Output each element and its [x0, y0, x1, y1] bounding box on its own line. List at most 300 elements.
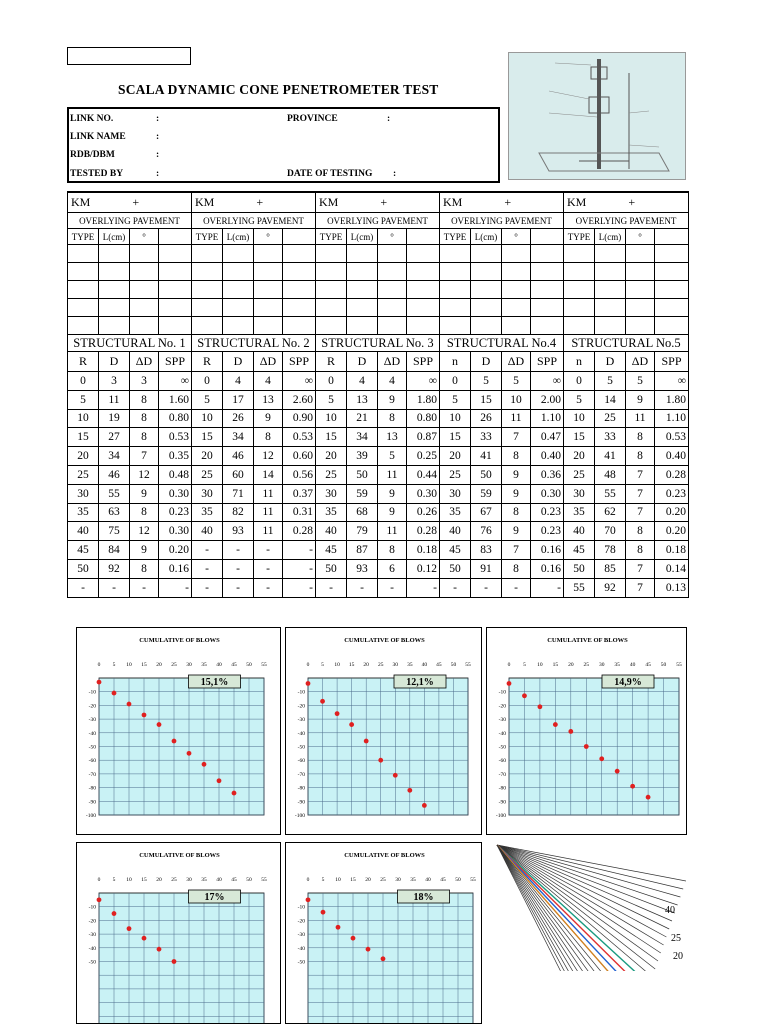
km-label: KM: [443, 195, 463, 209]
empty-cell[interactable]: [68, 263, 99, 281]
data-cell: 40: [316, 522, 347, 541]
empty-cell[interactable]: [502, 281, 531, 299]
data-cell: 15: [564, 428, 595, 447]
empty-cell[interactable]: [378, 299, 407, 317]
empty-cell[interactable]: [626, 299, 655, 317]
x-tick-label: 35: [201, 877, 207, 883]
page-title: SCALA DYNAMIC CONE PENETROMETER TEST: [118, 82, 439, 97]
data-cell: 0.48: [159, 465, 192, 484]
province-label: PROVINCE: [287, 114, 338, 124]
empty-cell[interactable]: [407, 299, 440, 317]
data-cell: ∞: [283, 372, 316, 391]
empty-cell[interactable]: [254, 299, 283, 317]
empty-cell[interactable]: [130, 245, 159, 263]
y-tick-label: -30: [498, 717, 506, 724]
empty-cell[interactable]: [223, 263, 254, 281]
empty-cell[interactable]: [595, 263, 626, 281]
empty-cell[interactable]: [471, 263, 502, 281]
data-cell: 8: [626, 428, 655, 447]
data-point: [202, 762, 207, 767]
data-cell: 25: [68, 465, 99, 484]
data-cell: 34: [347, 428, 378, 447]
data-point: [320, 699, 325, 704]
overlay-label: 25: [671, 933, 681, 944]
data-cell: 8: [502, 559, 531, 578]
data-cell: 40: [564, 522, 595, 541]
data-cell: 4: [378, 372, 407, 391]
empty-cell[interactable]: [316, 317, 347, 335]
empty-cell[interactable]: [283, 263, 316, 281]
data-point: [407, 788, 412, 793]
overlying-pavement-label: OVERLYING PAVEMENT: [316, 213, 440, 229]
data-cell: 5: [316, 390, 347, 409]
x-tick-label: 20: [363, 662, 369, 668]
data-cell: 5: [564, 390, 595, 409]
empty-cell[interactable]: [564, 281, 595, 299]
section-1: [67, 191, 191, 598]
empty-cell[interactable]: [159, 281, 192, 299]
section-2: [191, 191, 315, 598]
empty-cell[interactable]: [595, 317, 626, 335]
data-cell: 14: [254, 465, 283, 484]
correlation-line: [497, 845, 675, 913]
data-cell: 0.80: [159, 409, 192, 428]
rdb-label: RDB/DBM: [70, 150, 115, 160]
empty-cell[interactable]: [192, 263, 223, 281]
empty-cell[interactable]: [378, 263, 407, 281]
x-tick-label: 0: [306, 662, 310, 668]
x-tick-label: 40: [629, 662, 636, 668]
data-cell: 2.60: [283, 390, 316, 409]
type-header: TYPE: [192, 229, 223, 245]
data-cell: 15: [68, 428, 99, 447]
y-tick-label: -20: [297, 703, 305, 710]
empty-cell[interactable]: [347, 317, 378, 335]
data-cell: 71: [223, 484, 254, 503]
x-tick-label: 45: [440, 877, 446, 883]
empty-cell[interactable]: [159, 317, 192, 335]
data-cell: -: [192, 578, 223, 597]
degree-header: °: [626, 229, 655, 245]
data-cell: 0.23: [531, 503, 564, 522]
x-tick-label: 20: [156, 877, 162, 883]
empty-cell[interactable]: [68, 245, 99, 263]
empty-cell[interactable]: [564, 317, 595, 335]
data-cell: 0: [440, 372, 471, 391]
y-tick-label: -30: [88, 717, 96, 724]
empty-cell[interactable]: [531, 281, 564, 299]
empty-cell[interactable]: [316, 263, 347, 281]
empty-cell[interactable]: [254, 245, 283, 263]
colon: :: [156, 150, 160, 160]
data-cell: 41: [595, 447, 626, 466]
empty-cell[interactable]: [130, 263, 159, 281]
empty-cell[interactable]: [471, 317, 502, 335]
column-header: ΔD: [378, 352, 407, 372]
degree-header: °: [254, 229, 283, 245]
info-box: [67, 107, 500, 183]
moisture-label: 12,1%: [406, 677, 434, 688]
data-cell: 5: [378, 447, 407, 466]
empty-cell[interactable]: [440, 263, 471, 281]
empty-cell[interactable]: [130, 281, 159, 299]
data-point: [127, 702, 132, 707]
empty-cell[interactable]: [407, 281, 440, 299]
degree-header: °: [130, 229, 159, 245]
empty-cell[interactable]: [471, 245, 502, 263]
data-cell: 35: [440, 503, 471, 522]
data-cell: 0.56: [283, 465, 316, 484]
data-cell: 40: [68, 522, 99, 541]
data-cell: 48: [595, 465, 626, 484]
km-plus: +: [628, 195, 636, 209]
x-tick-label: 20: [365, 877, 371, 883]
data-cell: 93: [223, 522, 254, 541]
empty-cell[interactable]: [254, 281, 283, 299]
data-cell: 87: [347, 541, 378, 560]
data-cell: 7: [130, 447, 159, 466]
empty-cell[interactable]: [223, 245, 254, 263]
data-cell: 0.23: [531, 522, 564, 541]
correlation-line: [497, 845, 669, 929]
penetration-chart-2: [285, 627, 482, 835]
empty-cell[interactable]: [283, 245, 316, 263]
data-cell: 30: [68, 484, 99, 503]
y-tick-label: -70: [297, 771, 305, 778]
data-cell: 11: [254, 484, 283, 503]
correlation-line: [497, 845, 661, 953]
data-cell: 45: [564, 541, 595, 560]
data-cell: 0.23: [159, 503, 192, 522]
empty-cell[interactable]: [531, 245, 564, 263]
data-point: [646, 795, 651, 800]
data-cell: 85: [595, 559, 626, 578]
type-header: TYPE: [68, 229, 99, 245]
empty-cell[interactable]: [378, 317, 407, 335]
empty-cell[interactable]: [502, 245, 531, 263]
empty-cell[interactable]: [347, 281, 378, 299]
x-tick-label: 55: [261, 662, 267, 668]
empty-cell[interactable]: [471, 281, 502, 299]
km-plus: +: [256, 195, 264, 209]
data-cell: 63: [99, 503, 130, 522]
empty-cell[interactable]: [440, 299, 471, 317]
colon: :: [156, 132, 160, 142]
data-cell: 26: [471, 409, 502, 428]
data-cell: 27: [99, 428, 130, 447]
empty-cell[interactable]: [595, 281, 626, 299]
empty-cell[interactable]: [68, 281, 99, 299]
data-cell: 46: [223, 447, 254, 466]
x-tick-label: 0: [306, 877, 310, 883]
data-cell: -: [192, 541, 223, 560]
empty-cell[interactable]: [655, 245, 689, 263]
x-tick-label: 45: [645, 662, 651, 668]
empty-cell[interactable]: [502, 263, 531, 281]
empty-cell[interactable]: [655, 317, 689, 335]
empty-cell[interactable]: [283, 317, 316, 335]
empty-cell[interactable]: [99, 281, 130, 299]
empty-cell[interactable]: [378, 245, 407, 263]
data-point: [217, 778, 222, 783]
data-cell: 0.36: [531, 465, 564, 484]
empty-cell[interactable]: [655, 281, 689, 299]
empty-cell[interactable]: [378, 281, 407, 299]
empty-cell[interactable]: [223, 281, 254, 299]
data-cell: 11: [378, 522, 407, 541]
data-cell: 40: [192, 522, 223, 541]
x-tick-label: 40: [425, 877, 431, 883]
empty-cell[interactable]: [316, 245, 347, 263]
y-tick-label: -10: [297, 904, 305, 911]
empty-cell[interactable]: [254, 263, 283, 281]
data-cell: -: [223, 541, 254, 560]
data-point: [172, 739, 177, 744]
chart-title: CUMULATIVE OF BLOWS: [344, 637, 425, 644]
empty-cell[interactable]: [283, 299, 316, 317]
data-cell: 0.20: [655, 503, 689, 522]
y-tick-label: -70: [498, 771, 506, 778]
data-cell: 0.14: [655, 559, 689, 578]
data-cell: 21: [347, 409, 378, 428]
degree-header: °: [378, 229, 407, 245]
column-header: D: [99, 352, 130, 372]
column-header: R: [192, 352, 223, 372]
data-cell: 0.16: [531, 559, 564, 578]
empty-cell[interactable]: [407, 263, 440, 281]
empty-cell[interactable]: [626, 281, 655, 299]
data-point: [378, 758, 383, 763]
data-point: [306, 681, 311, 686]
section-3: [315, 191, 439, 598]
y-tick-label: -90: [88, 799, 96, 806]
empty-cell[interactable]: [130, 317, 159, 335]
column-header: D: [595, 352, 626, 372]
data-cell: 0.26: [407, 503, 440, 522]
empty-cell[interactable]: [99, 263, 130, 281]
empty-cell[interactable]: [407, 317, 440, 335]
data-point: [364, 739, 369, 744]
empty-cell[interactable]: [192, 245, 223, 263]
data-cell: 1.80: [407, 390, 440, 409]
empty-cell[interactable]: [99, 245, 130, 263]
chart-title: CUMULATIVE OF BLOWS: [139, 637, 220, 644]
column-header: ΔD: [130, 352, 159, 372]
data-cell: 9: [502, 465, 531, 484]
data-cell: 8: [626, 447, 655, 466]
empty-cell[interactable]: [68, 299, 99, 317]
empty-cell[interactable]: [192, 281, 223, 299]
data-cell: 11: [378, 465, 407, 484]
column-header: R: [316, 352, 347, 372]
empty-cell[interactable]: [223, 317, 254, 335]
empty-cell[interactable]: [626, 245, 655, 263]
y-tick-label: -30: [297, 932, 305, 939]
moisture-label: 17%: [204, 892, 225, 903]
data-cell: 79: [347, 522, 378, 541]
empty-cell[interactable]: [440, 245, 471, 263]
data-cell: 9: [130, 541, 159, 560]
empty-cell[interactable]: [347, 299, 378, 317]
data-cell: 67: [471, 503, 502, 522]
empty-cell[interactable]: [502, 299, 531, 317]
data-cell: 17: [223, 390, 254, 409]
y-tick-label: -40: [88, 945, 96, 952]
empty-cell[interactable]: [626, 263, 655, 281]
data-cell: 9: [502, 484, 531, 503]
data-cell: -: [316, 578, 347, 597]
x-tick-label: 40: [216, 662, 222, 668]
data-cell: 9: [130, 484, 159, 503]
empty-cell[interactable]: [595, 245, 626, 263]
x-tick-label: 25: [171, 662, 177, 668]
link-name-label: LINK NAME: [70, 132, 126, 142]
x-tick-label: 15: [348, 662, 355, 668]
empty-cell[interactable]: [655, 299, 689, 317]
empty-cell[interactable]: [68, 317, 99, 335]
overlying-pavement-label: OVERLYING PAVEMENT: [440, 213, 564, 229]
empty-cell[interactable]: [626, 317, 655, 335]
data-cell: 0.30: [531, 484, 564, 503]
data-cell: -: [254, 541, 283, 560]
empty-cell[interactable]: [192, 299, 223, 317]
data-point: [553, 722, 558, 727]
y-tick-label: -50: [297, 959, 305, 966]
empty-cell[interactable]: [564, 299, 595, 317]
km-label: KM: [567, 195, 587, 209]
x-tick-label: 50: [455, 877, 461, 883]
data-cell: -: [283, 541, 316, 560]
x-tick-label: 25: [377, 662, 384, 668]
data-cell: 9: [626, 390, 655, 409]
empty-cell[interactable]: [159, 299, 192, 317]
x-tick-label: 35: [410, 877, 416, 883]
x-tick-label: 0: [97, 662, 101, 668]
empty-cell[interactable]: [99, 299, 130, 317]
empty-cell[interactable]: [471, 299, 502, 317]
empty-cell[interactable]: [130, 299, 159, 317]
x-tick-label: 5: [321, 877, 325, 883]
empty-cell[interactable]: [159, 245, 192, 263]
data-cell: 0.13: [655, 578, 689, 597]
data-cell: 11: [626, 409, 655, 428]
empty-cell[interactable]: [223, 299, 254, 317]
data-cell: 0.30: [159, 522, 192, 541]
empty-cell[interactable]: [347, 263, 378, 281]
x-tick-label: 20: [568, 662, 574, 668]
data-cell: 92: [595, 578, 626, 597]
data-cell: ∞: [407, 372, 440, 391]
data-cell: 8: [626, 541, 655, 560]
data-cell: 5: [192, 390, 223, 409]
data-cell: 0.16: [531, 541, 564, 560]
empty-cell[interactable]: [440, 317, 471, 335]
overlying-pavement-label: OVERLYING PAVEMENT: [68, 213, 192, 229]
data-cell: 0.35: [159, 447, 192, 466]
column-header: R: [68, 352, 99, 372]
data-cell: 0.18: [407, 541, 440, 560]
section-4: [439, 191, 563, 598]
empty-cell[interactable]: [502, 317, 531, 335]
empty-cell[interactable]: [655, 263, 689, 281]
data-cell: 0.40: [531, 447, 564, 466]
data-point: [584, 744, 589, 749]
column-header: ΔD: [254, 352, 283, 372]
y-tick-label: -30: [297, 717, 305, 724]
y-tick-label: -60: [88, 758, 96, 765]
empty-cell[interactable]: [564, 245, 595, 263]
data-cell: -: [223, 559, 254, 578]
empty-cell[interactable]: [99, 317, 130, 335]
empty-cell[interactable]: [254, 317, 283, 335]
empty-cell[interactable]: [159, 263, 192, 281]
moisture-label: 14,9%: [614, 677, 642, 688]
data-cell: 0.30: [407, 484, 440, 503]
x-tick-label: 55: [261, 877, 267, 883]
x-tick-label: 30: [186, 877, 192, 883]
data-cell: 55: [99, 484, 130, 503]
data-point: [336, 925, 341, 930]
empty-cell[interactable]: [192, 317, 223, 335]
correlation-line: [497, 845, 672, 921]
data-point: [232, 791, 237, 796]
data-point: [172, 959, 177, 964]
empty-cell[interactable]: [531, 317, 564, 335]
data-cell: 46: [99, 465, 130, 484]
empty-cell[interactable]: [407, 245, 440, 263]
data-cell: -: [254, 578, 283, 597]
empty-cell[interactable]: [316, 299, 347, 317]
empty-cell[interactable]: [347, 245, 378, 263]
data-cell: 0.18: [655, 541, 689, 560]
data-point: [112, 691, 117, 696]
x-tick-label: 50: [660, 662, 667, 668]
data-cell: 0.20: [159, 541, 192, 560]
data-cell: 1.10: [655, 409, 689, 428]
empty-cell[interactable]: [531, 263, 564, 281]
empty-cell[interactable]: [531, 299, 564, 317]
overlying-pavement-label: OVERLYING PAVEMENT: [564, 213, 689, 229]
x-tick-label: 15: [141, 662, 147, 668]
data-cell: 9: [254, 409, 283, 428]
data-cell: 25: [595, 409, 626, 428]
data-cell: 20: [192, 447, 223, 466]
section-5: [563, 191, 688, 598]
penetration-chart-3: [486, 627, 687, 835]
length-header: L(cm): [347, 229, 378, 245]
x-tick-label: 45: [231, 877, 237, 883]
data-cell: 0.12: [407, 559, 440, 578]
overlay-label: 40: [665, 905, 675, 916]
data-point: [538, 704, 543, 709]
empty-cell[interactable]: [316, 281, 347, 299]
data-cell: 9: [378, 390, 407, 409]
x-tick-label: 5: [321, 662, 324, 668]
column-header: SPP: [159, 352, 192, 372]
data-cell: 55: [595, 484, 626, 503]
chart-title: CUMULATIVE OF BLOWS: [344, 852, 425, 859]
data-cell: 59: [347, 484, 378, 503]
x-tick-label: 0: [97, 877, 101, 883]
data-cell: 26: [223, 409, 254, 428]
km-plus: +: [380, 195, 388, 209]
empty-cell[interactable]: [595, 299, 626, 317]
y-tick-label: -40: [498, 730, 506, 737]
empty-cell[interactable]: [564, 263, 595, 281]
empty-cell[interactable]: [283, 281, 316, 299]
data-cell: 1.60: [159, 390, 192, 409]
empty-cell[interactable]: [440, 281, 471, 299]
